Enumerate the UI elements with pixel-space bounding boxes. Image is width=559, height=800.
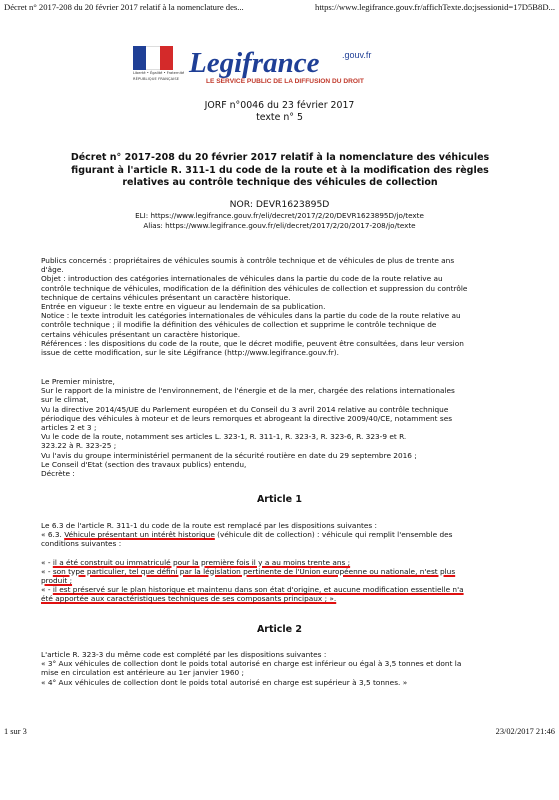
preamble-line: 323.22 à R. 323-25 ; xyxy=(41,441,117,451)
notice-line: certains véhicules présentant un caractère historique. xyxy=(41,329,241,339)
condition-2-cont: produit ; xyxy=(41,576,73,586)
preamble-line: Vu la directive 2014/45/UE du Parlement européen et du Conseil du 3 avril 2014 relative au contrôle technique xyxy=(41,404,449,414)
preamble-line: Sur le rapport de la ministre de l'environnement, de l'énergie et de la mer, chargée des relations internationales xyxy=(41,386,455,396)
article-2-line: mise en circulation est antérieure au 1er janvier 1960 ; xyxy=(41,668,244,678)
preamble-line: Vu l'avis du groupe interministériel permanent de la sécurité routière en date du 29 septembre 2016 ; xyxy=(41,450,417,460)
condition-2: « - son type particulier, tel que défini par la législation pertinente de l'Union européenne ou nationale, n'est plus xyxy=(41,566,456,576)
notice-line: issue de cette modification, sur le site Légifrance (http://www.legifrance.gouv.fr). xyxy=(41,348,339,358)
definition-line: « 6.3. Véhicule présentant un intérêt historique (véhicule dit de collection) : véhicule qui remplit l'ensemble des xyxy=(41,530,453,540)
marianne-flag-icon xyxy=(133,46,173,70)
republic-motto: Liberté • Égalité • Fraternité xyxy=(133,71,185,75)
notice-line: d'âge. xyxy=(41,265,64,275)
article-1-heading: Article 1 xyxy=(256,494,303,505)
print-datetime: 23/02/2017 21:46 xyxy=(495,727,555,736)
notice-line: contrôle technique ; il modifie la définition des véhicules de collection et supprime le contrôle technique de xyxy=(41,320,437,330)
notice-line: technique de certains véhicules présentant un caractère historique. xyxy=(41,292,291,302)
legifrance-logo[interactable] xyxy=(133,46,423,92)
browser-page-title: Décret n° 2017-208 du 20 février 2017 relatif à la nomenclature des... xyxy=(4,2,244,12)
notice-line: Références : les dispositions du code de la route, que le décret modifie, peuvent être consultées, dans leur version xyxy=(41,338,464,348)
decree-title xyxy=(50,152,510,190)
notice-section xyxy=(41,256,513,357)
condition-1: « - il a été construit ou immatriculé pour la première fois il y a au moins trente ans ; xyxy=(41,557,351,567)
notice-line: Entrée en vigueur : le texte entre en vigueur au lendemain de sa publication. xyxy=(41,302,326,312)
preamble-line: sur le climat, xyxy=(41,395,89,405)
decree-title-line: Décret n° 2017-208 du 20 février 2017 relatif à la nomenclature des véhicules xyxy=(70,152,490,163)
article-2-heading: Article 2 xyxy=(256,624,303,635)
preamble-line: périodique des véhicules à moteur et de leurs remorques et abrogeant la directive 2009/40/CE, notamment ses xyxy=(41,413,453,423)
article-1-body xyxy=(41,521,513,604)
article-2-line: L'article R. 323-3 du même code est complété par les dispositions suivantes : xyxy=(41,650,327,659)
condition-3: « - il est préservé sur le plan historique et maintenu dans son état d'origine, et aucune modification essentielle n'a xyxy=(41,585,464,595)
notice-line: Publics concernés : propriétaires de véhicules soumis à contrôle technique et de véhicules de plus de trente ans xyxy=(41,256,455,265)
article-2-body xyxy=(41,650,513,687)
brand-suffix: .gouv.fr xyxy=(342,50,372,60)
notice-line: contrôle technique de véhicules, modification de la définition des véhicules de collection et suppression du contrôle xyxy=(41,283,468,293)
preamble-line: Décrète : xyxy=(41,469,75,479)
alias-link[interactable]: Alias: https://www.legifrance.gouv.fr/eli/decret/2017/2/20/2017-208/jo/texte xyxy=(143,221,416,230)
preamble-line: Vu le code de la route, notamment ses articles L. 323-1, R. 311-1, R. 323-3, R. 323-6, R. 323-9 et R. xyxy=(41,432,407,442)
brand-tagline: LE SERVICE PUBLIC DE LA DIFFUSION DU DROIT xyxy=(206,78,364,85)
preamble-section xyxy=(41,377,513,478)
page-number: 1 sur 3 xyxy=(4,727,27,736)
definition-term: Véhicule présentant un intérêt historique xyxy=(64,530,215,540)
browser-page-url: https://www.legifrance.gouv.fr/affichTexte.do;jsessionid=17D5B8D... xyxy=(315,2,555,12)
definition-line: conditions suivantes : xyxy=(41,539,122,549)
preamble-line: articles 2 et 3 ; xyxy=(41,423,97,433)
jorf-reference: JORF n°0046 du 23 février 2017 xyxy=(204,100,355,111)
decree-title-line: relatives au contrôle technique des véhicules de collection xyxy=(122,177,438,188)
eli-link[interactable]: ELI: https://www.legifrance.gouv.fr/eli/decret/2017/2/20/DEVR1623895D/jo/texte xyxy=(135,211,424,220)
condition-3-cont: été apportée aux caractéristiques techniques de ses composants principaux ; ». xyxy=(41,594,337,604)
jorf-text-number: texte n° 5 xyxy=(256,112,303,123)
nor-number: NOR: DEVR1623895D xyxy=(229,199,330,210)
notice-line: Objet : introduction des catégories internationales de véhicules dans la partie du code de la route relative au xyxy=(41,274,443,284)
decree-title-line: figurant à l'article R. 311-1 du code de la route et à la modification des règles xyxy=(71,164,489,176)
article-2-line: « 3° Aux véhicules de collection dont le poids total autorisé en charge est inférieur ou égal à 3,5 tonnes et dont la xyxy=(41,659,462,669)
notice-line: Notice : le texte introduit les catégories internationales de véhicules dans la partie du code de la route relative au xyxy=(41,311,461,321)
article-1-intro: Le 6.3 de l'article R. 311-1 du code de la route est remplacé par les dispositions suivantes : xyxy=(41,521,378,530)
preamble-line: Le Conseil d'Etat (section des travaux publics) entendu, xyxy=(41,459,247,469)
preamble-line: Le Premier ministre, xyxy=(41,377,115,386)
article-2-line: « 4° Aux véhicules de collection dont le poids total autorisé en charge est supérieur à 3,5 tonnes. » xyxy=(41,677,408,687)
brand-name: Legifrance xyxy=(189,47,320,79)
republic-name: RÉPUBLIQUE FRANÇAISE xyxy=(133,77,180,81)
